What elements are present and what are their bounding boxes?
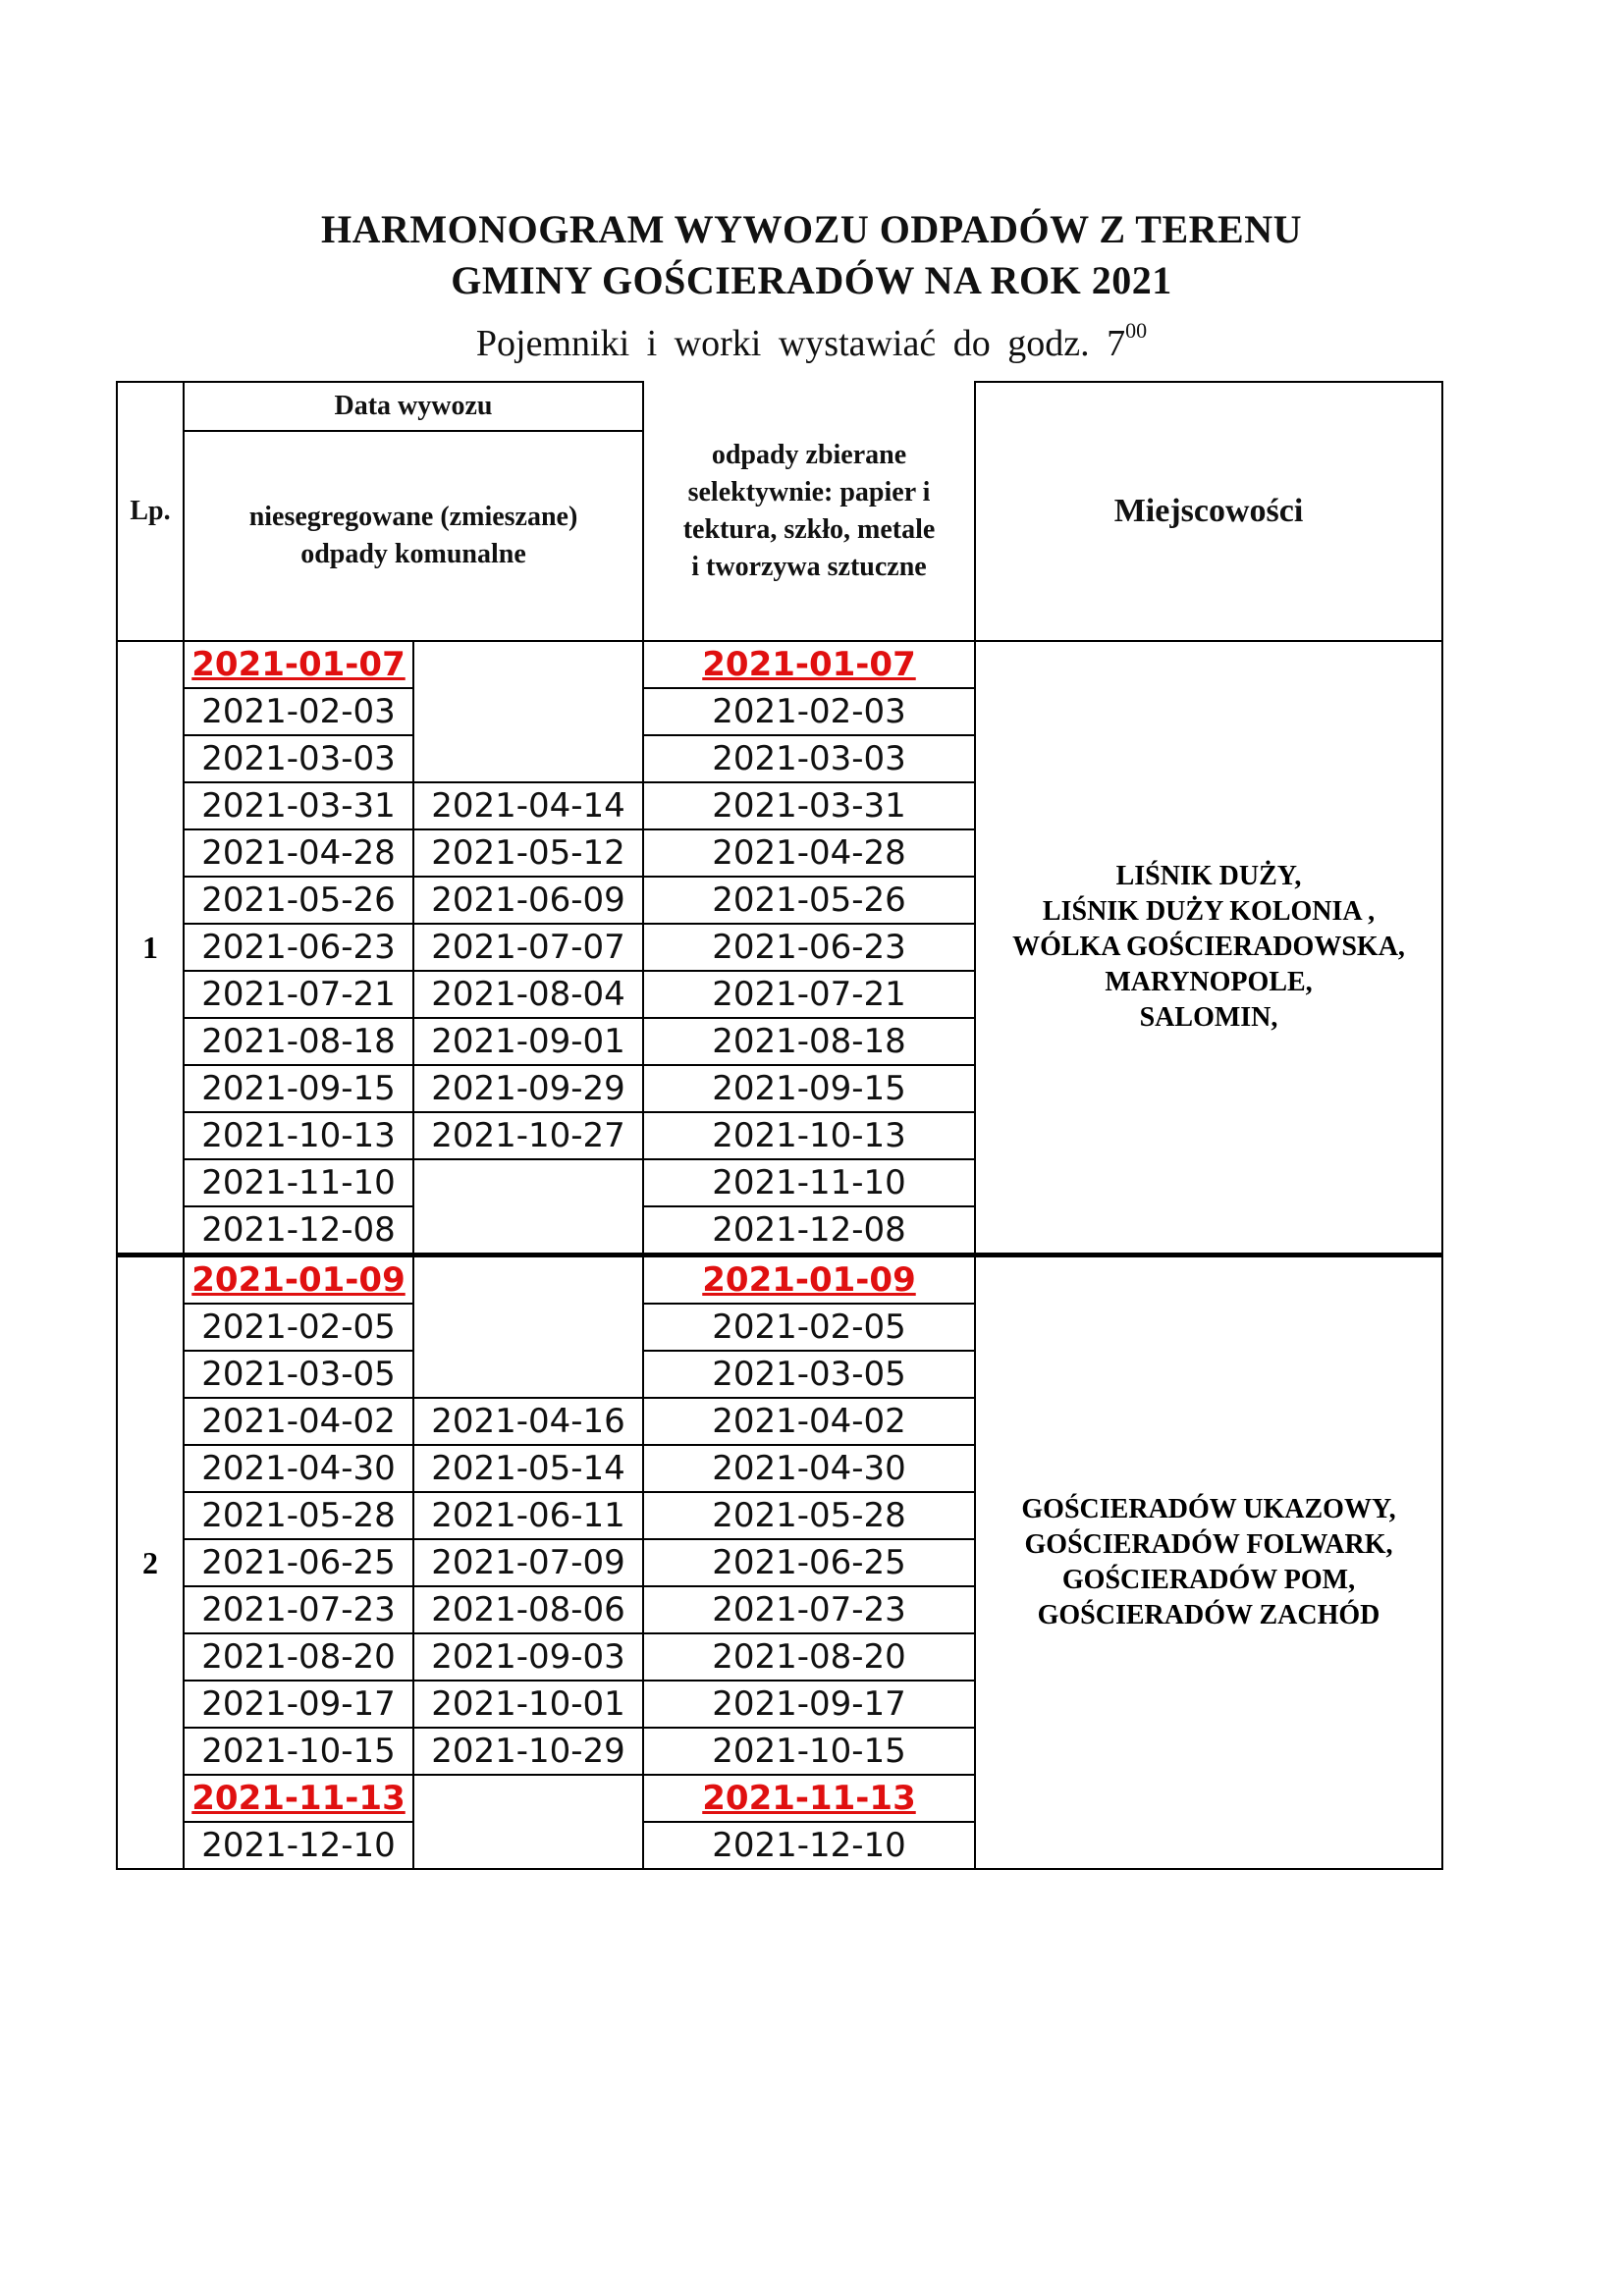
selective-date: 2021-12-08: [643, 1206, 975, 1255]
mixed-date-primary: 2021-01-07: [184, 641, 413, 688]
mixed-date-primary: 2021-09-15: [184, 1065, 413, 1112]
mixed-date-primary: 2021-08-18: [184, 1018, 413, 1065]
selective-date: 2021-04-30: [643, 1445, 975, 1492]
selective-date: 2021-09-15: [643, 1065, 975, 1112]
header-selective-line2: selektywnie: papier i: [687, 476, 931, 507]
mixed-date-secondary: 2021-07-07: [413, 924, 643, 971]
subtitle-text: Pojemniki i worki wystawiać do godz. 7: [475, 323, 1126, 364]
place-name: WÓLKA GOŚCIERADOWSKA,: [1012, 932, 1405, 962]
selective-date: 2021-07-23: [643, 1586, 975, 1633]
mixed-date-secondary: 2021-08-06: [413, 1586, 643, 1633]
place-name: SALOMIN,: [1139, 1002, 1278, 1033]
mixed-date-primary: 2021-03-05: [184, 1351, 413, 1398]
table-row: [117, 1255, 1442, 1305]
mixed-date-primary: 2021-01-09: [184, 1255, 413, 1305]
selective-date: 2021-06-25: [643, 1539, 975, 1586]
mixed-date-secondary: [413, 1351, 643, 1398]
place-name: LIŚNIK DUŻY,: [1115, 861, 1302, 891]
mixed-date-primary: 2021-02-03: [184, 688, 413, 735]
document-title-line2: GMINY GOŚCIERADÓW NA ROK 2021: [451, 258, 1172, 302]
selective-date: 2021-03-03: [643, 735, 975, 782]
mixed-date-primary: 2021-06-25: [184, 1539, 413, 1586]
mixed-date-secondary: [413, 1822, 643, 1869]
header-mixed-line1: niesegregowane (zmieszane): [248, 502, 578, 532]
places-cell: [975, 641, 1442, 1255]
mixed-date-primary: 2021-03-31: [184, 782, 413, 829]
header-selective-line1: odpady zbierane: [711, 439, 907, 470]
header-selective-line3: tektura, szkło, metale: [682, 513, 936, 545]
selective-date: 2021-03-05: [643, 1351, 975, 1398]
mixed-date-secondary: 2021-05-12: [413, 829, 643, 877]
group-number: 2: [117, 1255, 184, 1870]
selective-date: 2021-07-21: [643, 971, 975, 1018]
mixed-date-secondary: [413, 735, 643, 782]
mixed-date-secondary: 2021-04-14: [413, 782, 643, 829]
selective-date: 2021-05-28: [643, 1492, 975, 1539]
mixed-date-primary: 2021-10-15: [184, 1728, 413, 1775]
mixed-date-primary: 2021-12-10: [184, 1822, 413, 1869]
mixed-date-primary: 2021-09-17: [184, 1681, 413, 1728]
place-name: GOŚCIERADÓW FOLWARK,: [1024, 1529, 1393, 1560]
mixed-date-secondary: 2021-10-29: [413, 1728, 643, 1775]
mixed-date-secondary: 2021-05-14: [413, 1445, 643, 1492]
mixed-date-secondary: 2021-07-09: [413, 1539, 643, 1586]
mixed-date-primary: 2021-07-23: [184, 1586, 413, 1633]
schedule-table: [116, 381, 1443, 1870]
selective-date: 2021-03-31: [643, 782, 975, 829]
mixed-date-primary: 2021-07-21: [184, 971, 413, 1018]
header-data-wywozu: Data wywozu: [184, 382, 643, 431]
schedule-header: [117, 382, 1442, 641]
selective-date: 2021-09-17: [643, 1681, 975, 1728]
mixed-date-secondary: 2021-06-09: [413, 877, 643, 924]
document-title-line1: HARMONOGRAM WYWOZU ODPADÓW Z TERENU: [320, 207, 1303, 251]
selective-date: 2021-05-26: [643, 877, 975, 924]
place-name: MARYNOPOLE,: [1105, 967, 1313, 997]
mixed-date-primary: 2021-08-20: [184, 1633, 413, 1681]
header-lp: Lp.: [117, 382, 184, 641]
mixed-date-secondary: 2021-06-11: [413, 1492, 643, 1539]
selective-date: 2021-08-20: [643, 1633, 975, 1681]
mixed-date-primary: 2021-05-26: [184, 877, 413, 924]
mixed-date-secondary: [413, 1255, 643, 1305]
mixed-date-secondary: 2021-09-01: [413, 1018, 643, 1065]
selective-date: 2021-01-07: [643, 641, 975, 688]
mixed-date-primary: 2021-12-08: [184, 1206, 413, 1255]
mixed-date-secondary: 2021-09-29: [413, 1065, 643, 1112]
selective-date: 2021-04-28: [643, 829, 975, 877]
selective-date: 2021-11-10: [643, 1159, 975, 1206]
mixed-date-secondary: 2021-08-04: [413, 971, 643, 1018]
mixed-date-secondary: [413, 1159, 643, 1206]
selective-date: 2021-11-13: [643, 1775, 975, 1822]
mixed-date-primary: 2021-02-05: [184, 1304, 413, 1351]
mixed-date-secondary: 2021-09-03: [413, 1633, 643, 1681]
mixed-date-primary: 2021-04-28: [184, 829, 413, 877]
mixed-date-primary: 2021-06-23: [184, 924, 413, 971]
mixed-date-secondary: [413, 1206, 643, 1255]
table-row: [117, 641, 1442, 688]
place-name: GOŚCIERADÓW POM,: [1061, 1565, 1356, 1595]
mixed-date-primary: 2021-10-13: [184, 1112, 413, 1159]
mixed-date-primary: 2021-05-28: [184, 1492, 413, 1539]
mixed-date-secondary: [413, 1775, 643, 1822]
mixed-date-primary: 2021-04-30: [184, 1445, 413, 1492]
mixed-date-secondary: 2021-04-16: [413, 1398, 643, 1445]
selective-date: 2021-01-09: [643, 1255, 975, 1305]
place-name: LIŚNIK DUŻY KOLONIA ,: [1042, 896, 1376, 927]
selective-date: 2021-06-23: [643, 924, 975, 971]
header-mixed: [184, 431, 643, 641]
selective-date: 2021-08-18: [643, 1018, 975, 1065]
group-number: 1: [117, 641, 184, 1255]
mixed-date-secondary: [413, 688, 643, 735]
places-cell: [975, 1255, 1442, 1870]
selective-date: 2021-10-13: [643, 1112, 975, 1159]
mixed-date-primary: 2021-11-13: [184, 1775, 413, 1822]
place-name: GOŚCIERADÓW ZACHÓD: [1037, 1600, 1380, 1630]
selective-date: 2021-02-05: [643, 1304, 975, 1351]
schedule-body: [117, 641, 1442, 1869]
header-places: Miejscowości: [975, 382, 1442, 641]
selective-date: 2021-04-02: [643, 1398, 975, 1445]
mixed-date-primary: 2021-03-03: [184, 735, 413, 782]
mixed-date-secondary: 2021-10-01: [413, 1681, 643, 1728]
mixed-date-secondary: [413, 1304, 643, 1351]
header-selective: [643, 382, 975, 641]
mixed-date-primary: 2021-04-02: [184, 1398, 413, 1445]
header-mixed-line2: odpady komunalne: [300, 539, 526, 569]
mixed-date-primary: 2021-11-10: [184, 1159, 413, 1206]
selective-date: 2021-10-15: [643, 1728, 975, 1775]
selective-date: 2021-02-03: [643, 688, 975, 735]
header-selective-line4: i tworzywa sztuczne: [691, 551, 927, 582]
place-name: GOŚCIERADÓW UKAZOWY,: [1021, 1494, 1396, 1524]
document-subtitle: [0, 318, 1623, 365]
subtitle-hour-superscript: 00: [1125, 318, 1148, 344]
selective-date: 2021-12-10: [643, 1822, 975, 1869]
mixed-date-secondary: 2021-10-27: [413, 1112, 643, 1159]
mixed-date-secondary: [413, 641, 643, 688]
